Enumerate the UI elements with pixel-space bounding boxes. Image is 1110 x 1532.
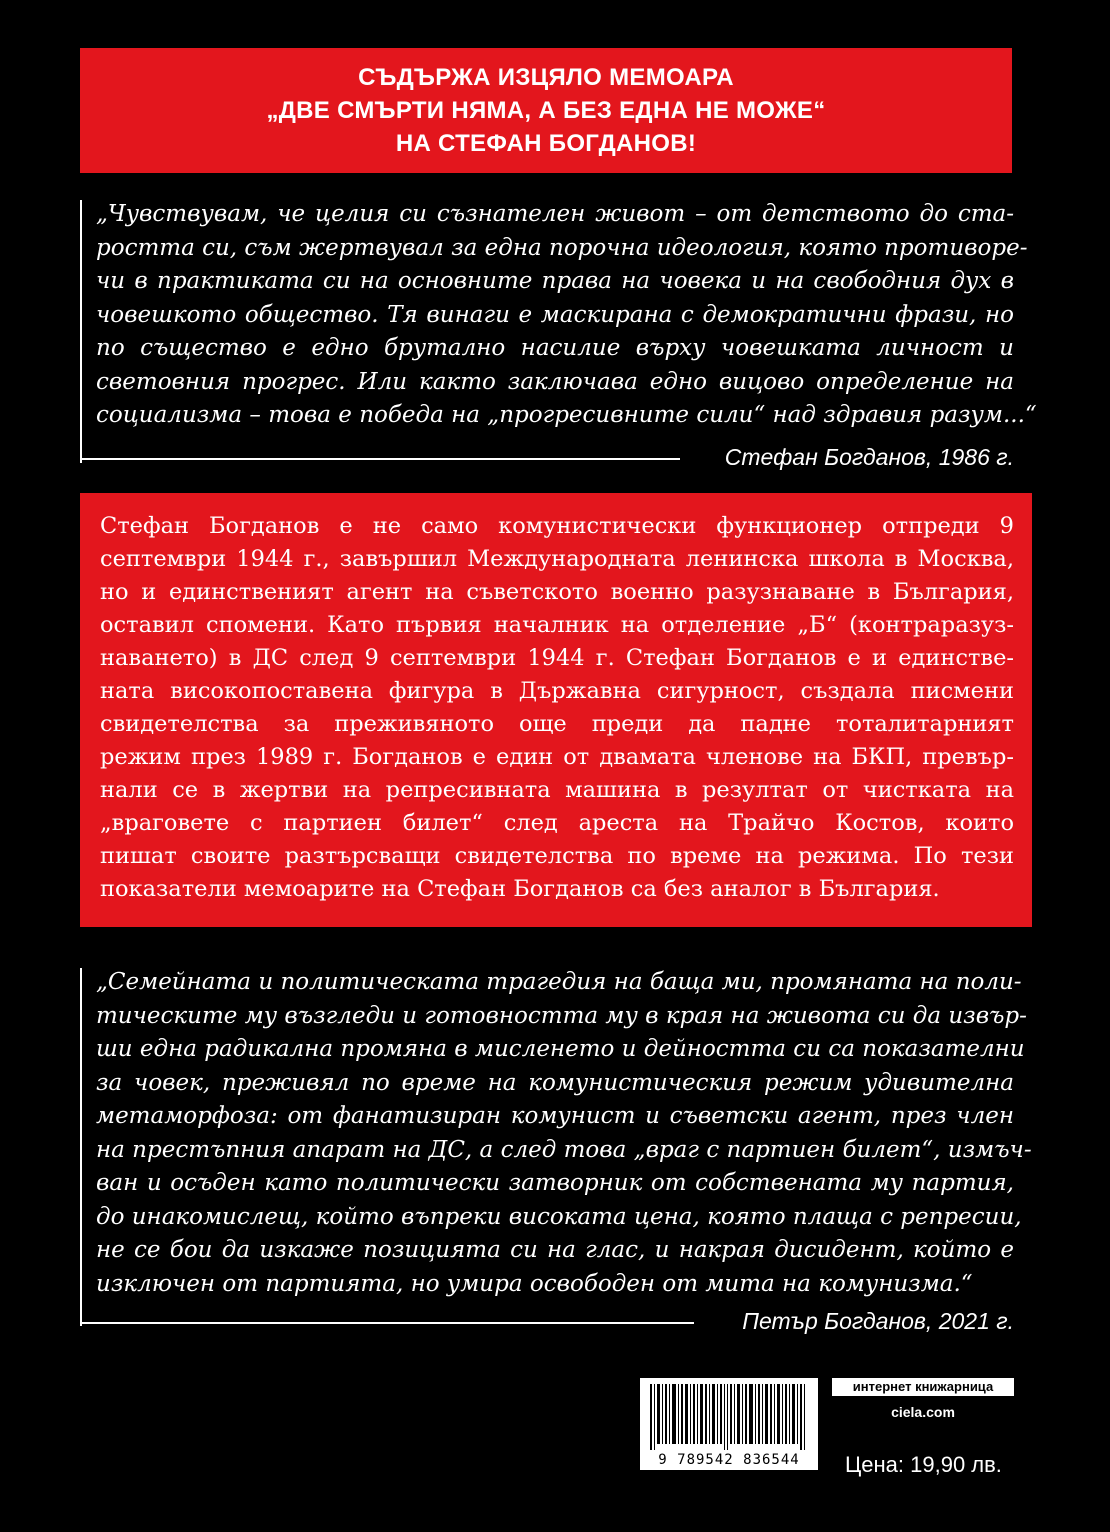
quote2-line: метаморфоза: от фанатизиран комунист и съветски агент, през член [96, 1103, 1014, 1129]
biography-text [100, 510, 1014, 906]
quote1-text [96, 198, 1037, 433]
quote2-line: тическите му възгледи и готовността му в края на живота си да извър- [96, 1002, 1027, 1029]
quote1-attribution: Стефан Богданов, 1986 г. [724, 444, 1014, 470]
biography-line: показатели мемоарите на Стефан Богданов са без аналог в България. [100, 876, 940, 902]
quote2-left-border [80, 968, 82, 1326]
biography-line: оставил спомени. Като първия началник на отделение „Б“ (контраразуз- [100, 612, 1014, 638]
biography-line: наването) в ДС след 9 септември 1944 г. Стефан Богданов е и единстве- [100, 645, 1014, 671]
banner-line-3: НА СТЕФАН БОГДАНОВ! [395, 130, 697, 157]
biography-line: септември 1944 г., завършил Международната ленинска школа в Москва, [100, 546, 1014, 572]
quote2-attribution: Петър Богданов, 2021 г. [742, 1308, 1014, 1334]
biography-line: но и единственият агент на съветското военно разузнаване в България, [100, 579, 1014, 605]
quote2-rule [80, 1322, 694, 1324]
isbn-barcode [640, 1378, 818, 1470]
quote1-left-border [80, 200, 82, 463]
biography-line: режим през 1989 г. Богданов е един от двамата членове на БКП, превър- [100, 744, 1014, 770]
biography-line: пишат своите разтърсващи свидетелства по време на режима. По тези [100, 843, 1014, 869]
quote1-line: по същество е едно брутално насилие върху човешката личност и [96, 335, 1014, 361]
barcode-bars [650, 1384, 808, 1450]
quote2-text [96, 966, 1032, 1301]
quote1-line: социализма – това е победа на „прогресивните сили“ над здравия разум...“ [96, 402, 1037, 428]
quote2-line: ван и осъден като политически затворник от собствената му партия, [96, 1170, 1014, 1196]
quote1-line: „Чувствувам, че целия си съзнателен живот – от детството до ста- [96, 201, 1014, 227]
isbn-number: 9 789542 836544 [658, 1452, 800, 1468]
quote2-line: „Семейната и политическата трагедия на баща ми, промяната на поли- [96, 969, 1022, 995]
banner-line-2: „ДВЕ СМЪРТИ НЯМА, А БЕЗ ЕДНА НЕ МОЖЕ“ [266, 97, 826, 124]
biography-line: „враговете с партиен билет“ след ареста на Трайчо Костов, които [100, 810, 1014, 836]
quote2-line: изключен от партията, но умира освободен от мита на комунизма.“ [96, 1270, 973, 1297]
quote2-line: не се бои да изкаже позицията си на глас, и накрая дисидент, който е [96, 1237, 1014, 1263]
quote1-line: чи в практиката си на основните права на човека и на свободния дух в [96, 268, 1014, 294]
biography-line: нали се в жертви на репресивната машина в резултат от чистката на [100, 777, 1014, 803]
biography-line: свидетелства за преживяното още преди да падне тоталитарният [100, 711, 1014, 737]
biography-line: ната високопоставена фигура в Държавна сигурност, създала писмени [100, 678, 1014, 704]
banner-line-1: СЪДЪРЖА ИЗЦЯЛО МЕМОАРА [358, 64, 734, 91]
quote2-line: на престъпния апарат на ДС, а след това „враг с партиен билет“, измъч- [96, 1136, 1032, 1163]
price-label: Цена: 19,90 лв. [845, 1452, 1002, 1477]
bookstore-url[interactable]: ciela.com [891, 1404, 955, 1420]
quote1-rule [80, 458, 680, 460]
biography-line: Стефан Богданов е не само комунистически функционер отпреди 9 [100, 513, 1014, 539]
quote2-line: за човек, преживял по време на комунистическия режим удивителна [96, 1069, 1014, 1096]
quote1-line: човешкото общество. Тя винаги е маскирана с демократични фрази, но [96, 301, 1014, 328]
bookstore-label: интернет книжарница [832, 1378, 1014, 1396]
quote2-line: ши една радикална промяна в мисленето и дейността си са показателни [96, 1036, 1025, 1062]
quote1-line: ростта си, съм жертвувал за една порочна идеология, която противоре- [96, 234, 1028, 261]
title-banner [80, 48, 1012, 173]
quote1-line: световния прогрес. Или както заключава едно вицово определение на [96, 368, 1014, 395]
quote2-line: до инакомислещ, който въпреки високата цена, която плаща с репресии, [96, 1203, 1022, 1230]
